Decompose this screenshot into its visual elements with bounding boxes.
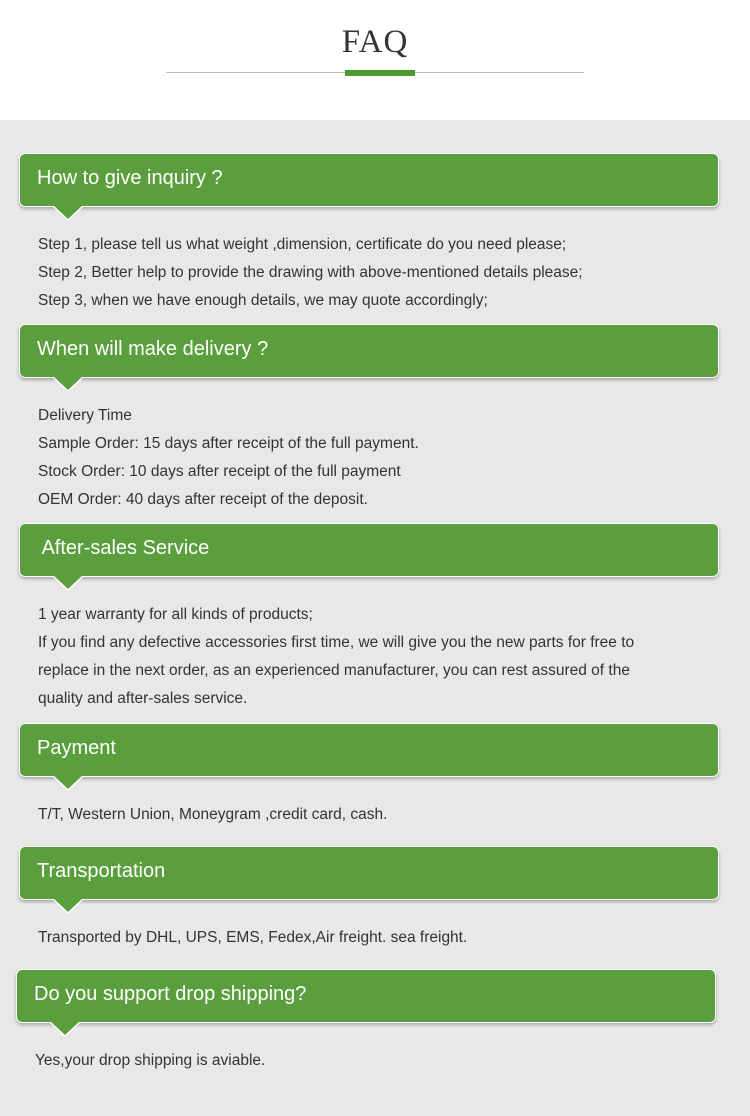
answer-line: 1 year warranty for all kinds of products; <box>38 606 313 623</box>
faq-answer-delivery <box>38 402 419 514</box>
faq-answer-inquiry <box>38 231 583 315</box>
faq-answer-after-sales <box>38 601 634 713</box>
faq-answer-payment <box>38 801 387 829</box>
answer-line: Stock Order: 10 days after receipt of the full payment <box>38 463 401 480</box>
page-title: FAQ <box>341 24 409 60</box>
answer-line: OEM Order: 40 days after receipt of the deposit. <box>38 491 368 508</box>
answer-line: Delivery Time <box>38 407 132 424</box>
answer-line: Step 3, when we have enough details, we may quote accordingly; <box>38 292 488 309</box>
faq-question: When will make delivery ? <box>37 338 269 360</box>
answer-line: Step 1, please tell us what weight ,dimension, certificate do you need please; <box>38 236 567 253</box>
faq-banner-inquiry <box>19 153 719 207</box>
answer-line: replace in the next order, as an experienced manufacturer, you can rest assured of the <box>38 662 630 679</box>
faq-question: How to give inquiry ? <box>37 167 223 189</box>
faq-question: After-sales Service <box>37 537 210 559</box>
faq-banner-payment <box>19 723 719 777</box>
faq-question: Do you support drop shipping? <box>34 983 307 1005</box>
answer-line: Transported by DHL, UPS, EMS, Fedex,Air freight. sea freight. <box>38 929 468 946</box>
faq-answer-drop-shipping <box>35 1047 265 1075</box>
faq-header <box>0 0 750 120</box>
answer-line: T/T, Western Union, Moneygram ,credit card, cash. <box>38 806 388 823</box>
faq-content <box>0 120 750 1116</box>
faq-question: Transportation <box>37 860 166 882</box>
answer-line: Yes,your drop shipping is aviable. <box>35 1052 266 1069</box>
faq-banner-delivery <box>19 324 719 378</box>
faq-answer-transportation <box>38 924 467 952</box>
title-accent-bar <box>345 70 415 76</box>
answer-line: Sample Order: 15 days after receipt of the full payment. <box>38 435 419 452</box>
answer-line: Step 2, Better help to provide the drawing with above-mentioned details please; <box>38 264 583 281</box>
answer-line: quality and after-sales service. <box>38 690 248 707</box>
faq-question: Payment <box>37 737 116 759</box>
faq-banner-after-sales <box>19 523 719 577</box>
faq-banner-transportation <box>19 846 719 900</box>
faq-banner-drop-shipping <box>16 969 716 1023</box>
answer-line: If you find any defective accessories first time, we will give you the new parts for free to <box>38 634 635 651</box>
